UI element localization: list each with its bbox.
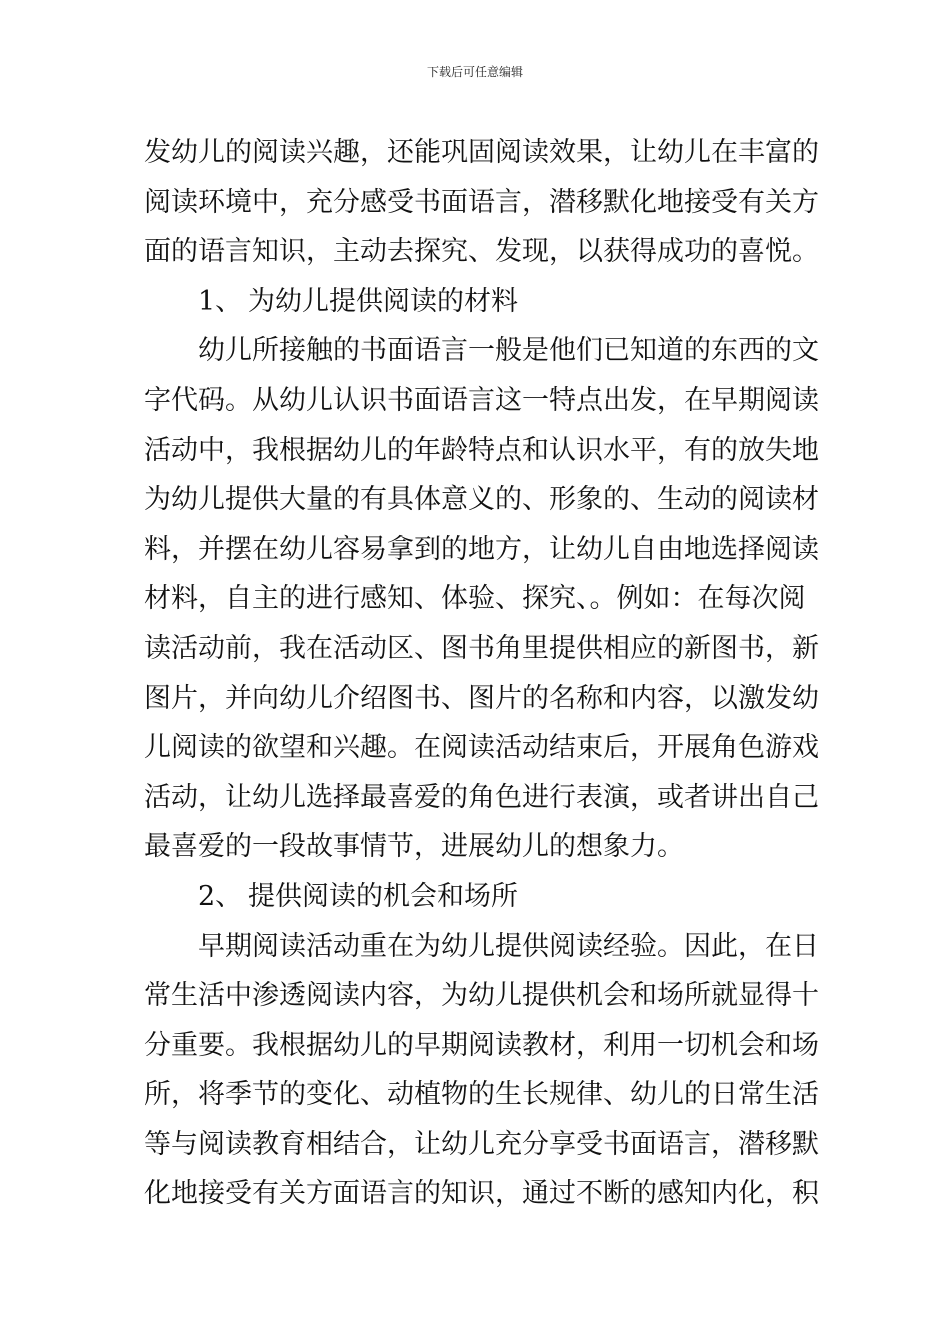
- body-line: 发幼儿的阅读兴趣，还能巩固阅读效果，让幼儿在丰富的: [144, 137, 819, 168]
- body-line: 最喜爱的一段故事情节，进展幼儿的想象力。: [144, 831, 684, 863]
- body-line: 等与阅读教育相结合，让幼儿充分享受书面语言，潜移默: [144, 1128, 819, 1160]
- body-line: 材料，自主的进行感知、体验、探究、。例如：在每次阅: [144, 583, 806, 615]
- body-line: 所，将季节的变化、动植物的生长规律、幼儿的日常生活: [144, 1079, 819, 1111]
- section-heading-1: [144, 277, 814, 327]
- body-line: 读活动前，我在活动区、图书角里提供相应的新图书，新: [144, 632, 819, 664]
- body-line: 儿阅读的欲望和兴趣。在阅读活动结束后，开展角色游戏: [144, 732, 819, 764]
- body-line: 为幼儿提供大量的有具体意义的、形象的、生动的阅读材: [144, 484, 819, 516]
- section-number: 2、: [198, 880, 243, 912]
- body-line: 面的语言知识，主动去探究、发现，以获得成功的喜悦。: [144, 236, 819, 268]
- page-header: 下载后可任意编辑: [426, 65, 523, 79]
- body-line: 活动，让幼儿选择最喜爱的角色进行表演，或者讲出自己: [144, 781, 819, 813]
- body-line: 分重要。我根据幼儿的早期阅读教材，利用一切机会和场: [144, 1029, 819, 1061]
- paragraph-first-line: 幼儿所接触的书面语言一般是他们已知道的东西的文: [198, 335, 819, 367]
- body-line: 字代码。从幼儿认识书面语言这一特点出发，在早期阅读: [144, 384, 819, 416]
- paragraph-first-line: 早期阅读活动重在为幼儿提供阅读经验。因此，在日: [198, 930, 819, 962]
- section-heading-2: [144, 872, 814, 922]
- body-line: 化地接受有关方面语言的知识，通过不断的感知内化，积: [144, 1178, 819, 1210]
- section-title: 为幼儿提供阅读的材料: [248, 285, 518, 317]
- body-line: 常生活中渗透阅读内容，为幼儿提供机会和场所就显得十: [144, 980, 819, 1012]
- document-body: [144, 128, 819, 1219]
- body-line: 阅读环境中，充分感受书面语言，潜移默化地接受有关方: [144, 186, 819, 218]
- body-line: 图片，并向幼儿介绍图书、图片的名称和内容，以激发幼: [144, 682, 819, 714]
- body-line: 料，并摆在幼儿容易拿到的地方，让幼儿自由地选择阅读: [144, 533, 819, 565]
- section-number: 1、: [198, 285, 243, 317]
- body-line: 活动中，我根据幼儿的年龄特点和认识水平，有的放失地: [144, 434, 819, 466]
- section-title: 提供阅读的机会和场所: [248, 880, 518, 912]
